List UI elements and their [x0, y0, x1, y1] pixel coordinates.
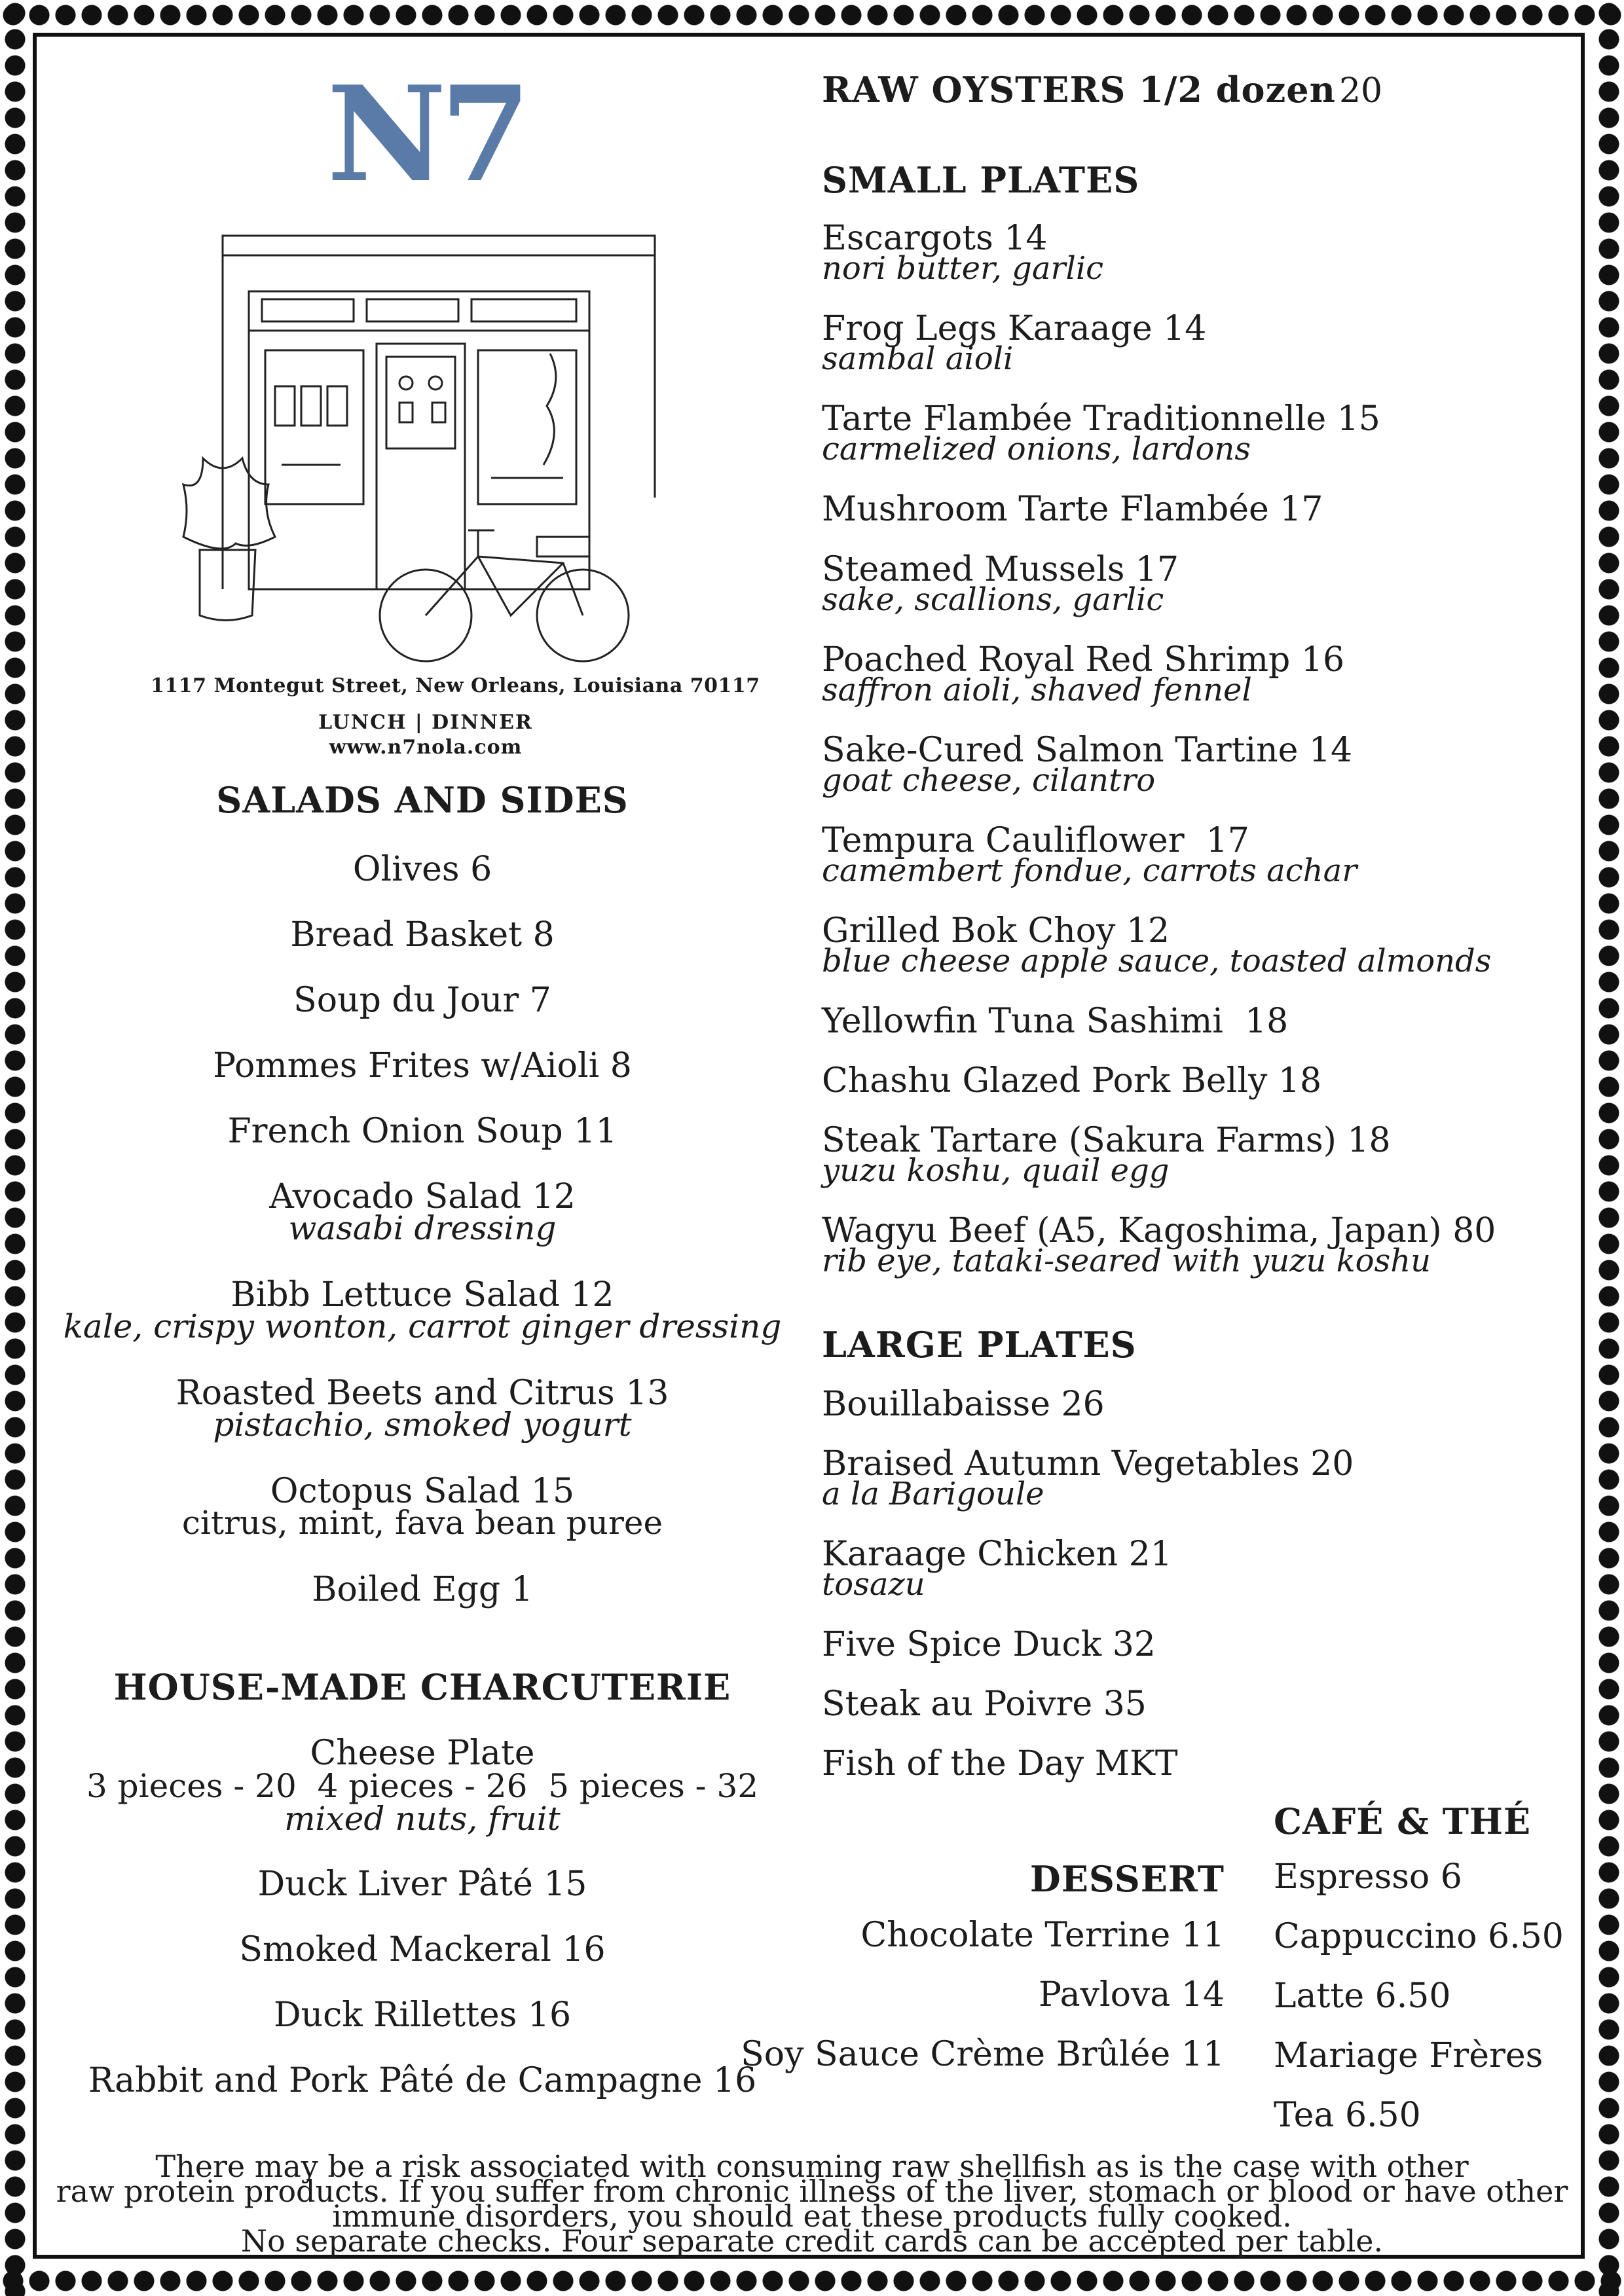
small-plate-item	[822, 731, 1353, 799]
service-hours: LUNCH | DINNER	[318, 711, 533, 734]
menu-item: Mushroom Tarte Flambée 17	[822, 490, 1323, 529]
menu-item-desc: carmelized onions, lardons	[822, 431, 1251, 467]
small-plate-item	[822, 640, 1345, 708]
small-plate-item	[822, 821, 1357, 889]
disclaimer-line: No separate checks. Four separate credit cards can be accepted per table.	[240, 2223, 1384, 2259]
menu-item-desc: sambal aioli	[822, 340, 1014, 377]
menu-item: Boiled Egg 1	[312, 1570, 533, 1609]
menu-item: Olives 6	[352, 850, 492, 889]
menu-item: Chashu Glazed Pork Belly 18	[822, 1061, 1322, 1101]
top-dotted-border	[0, 0, 1624, 30]
menu-item: Tarte Flambée Traditionnelle 15	[822, 399, 1380, 439]
cafe-item: Tea 6.50	[1274, 2096, 1421, 2135]
small-plate-item	[822, 1062, 1321, 1100]
menu-item-desc: rib eye, tataki-seared with yuzu koshu	[822, 1243, 1431, 1279]
menu-item-desc: sake, scallions, garlic	[822, 581, 1164, 618]
menu-item: Fish of the Day MKT	[822, 1744, 1178, 1783]
cafe-item: Cappuccino 6.50	[1274, 1917, 1564, 1956]
right-dotted-border	[1594, 0, 1624, 2296]
raw-oysters-line	[822, 69, 1382, 111]
charcuterie-heading: HOUSE-MADE CHARCUTERIE	[113, 1666, 731, 1708]
menu-item: Steak au Poivre 35	[822, 1685, 1147, 1724]
menu-item-desc: camembert fondue, carrots achar	[822, 852, 1357, 889]
dessert-item: Chocolate Terrine 11	[860, 1916, 1225, 1955]
small-plate-item	[822, 1211, 1496, 1279]
menu-item-desc: citrus, mint, fava bean puree	[181, 1504, 663, 1542]
large-plate-item	[822, 1685, 1147, 1723]
menu-item: Yellowfin Tuna Sashimi 18	[822, 1002, 1289, 1041]
small-plate-item	[822, 219, 1104, 287]
large-plate-item	[822, 1444, 1354, 1512]
disclaimer-line: raw protein products. If you suffer from chronic illness of the liver, stomach or blood or have other	[56, 2174, 1568, 2209]
large-plate-item	[822, 1626, 1156, 1664]
menu-item-desc: nori butter, garlic	[822, 250, 1104, 287]
menu-item: Soup du Jour 7	[293, 981, 551, 1020]
small-plate-item	[822, 309, 1207, 377]
menu-item: Bouillabaisse 26	[822, 1385, 1105, 1424]
cafe-heading: CAFÉ & THÉ	[1274, 1800, 1532, 1842]
menu-item: Bread Basket 8	[290, 915, 555, 955]
menu-item: Duck Liver Pâté 15	[257, 1865, 587, 1904]
menu-item-sizes: 3 pieces - 20 4 pieces - 26 5 pieces - 32	[86, 1767, 759, 1805]
menu-item: Tempura Cauliflower 17	[822, 821, 1249, 860]
menu-item: Wagyu Beef (A5, Kagoshima, Japan) 80	[822, 1211, 1496, 1250]
cafe-item: Mariage Frères	[1274, 2036, 1543, 2075]
salads-section	[59, 779, 786, 821]
menu-item-desc: tosazu	[822, 1566, 925, 1603]
menu-item-desc: a la Barigoule	[822, 1476, 1044, 1512]
menu-item: Escargots 14	[822, 219, 1048, 258]
menu-item: Grilled Bok Choy 12	[822, 911, 1170, 951]
dessert-item: Soy Sauce Crème Brûlée 11	[741, 2035, 1225, 2074]
menu-item: Duck Rillettes 16	[273, 1995, 572, 2035]
dessert-item: Pavlova 14	[1038, 1975, 1225, 2014]
small-plate-item	[822, 1121, 1391, 1189]
raw-oysters-price: 20	[1338, 71, 1383, 111]
menu-item: Rabbit and Pork Pâté de Campagne 16	[88, 2061, 757, 2100]
menu-item: Sake-Cured Salmon Tartine 14	[822, 731, 1353, 770]
large-plate-item	[822, 1535, 1172, 1603]
menu-item: Cheese Plate	[310, 1734, 535, 1773]
left-dotted-border	[0, 0, 30, 2296]
small-plate-item	[822, 1002, 1288, 1040]
menu-item: Karaage Chicken 21	[822, 1535, 1172, 1574]
menu-item-desc: goat cheese, cilantro	[822, 762, 1156, 799]
disclaimer-line: There may be a risk associated with consuming raw shellfish as is the case with other	[155, 2149, 1469, 2184]
menu-item: Steak Tartare (Sakura Farms) 18	[822, 1121, 1391, 1160]
salads-heading: SALADS AND SIDES	[216, 779, 629, 821]
logo-text: N7	[327, 72, 525, 196]
menu-item: Bibb Lettuce Salad 12	[231, 1275, 614, 1315]
menu-item: Steamed Mussels 17	[822, 550, 1179, 589]
footer-disclaimer	[46, 2149, 1578, 2259]
menu-item-desc: pistachio, smoked yogurt	[213, 1406, 632, 1444]
menu-item: Poached Royal Red Shrimp 16	[822, 640, 1345, 680]
small-plate-item	[822, 399, 1380, 467]
large-plate-item	[822, 1385, 1105, 1423]
menu-item: Frog Legs Karaage 14	[822, 309, 1207, 348]
menu-item-desc: yuzu koshu, quail egg	[822, 1152, 1170, 1189]
restaurant-address: 1117 Montegut Street, New Orleans, Louisiana 70117	[151, 674, 760, 697]
menu-item-desc: wasabi dressing	[288, 1209, 557, 1247]
disclaimer-line: immune disorders, you should eat these products fully cooked.	[332, 2198, 1292, 2234]
dessert-heading: DESSERT	[1029, 1858, 1225, 1900]
menu-item: Avocado Salad 12	[269, 1177, 576, 1216]
menu-item: Roasted Beets and Citrus 13	[175, 1374, 669, 1413]
website-link[interactable]: www.n7nola.com	[329, 736, 523, 759]
small-plate-item	[822, 550, 1179, 618]
menu-item: French Onion Soup 11	[227, 1112, 618, 1151]
storefront-illustration-icon	[170, 223, 668, 674]
menu-item: Pommes Frites w/Aioli 8	[213, 1046, 632, 1085]
large-plate-item	[822, 1745, 1178, 1783]
small-plate-item	[822, 911, 1492, 979]
menu-item-desc: mixed nuts, fruit	[284, 1800, 561, 1838]
n7-logo	[314, 72, 537, 196]
menu-item: Braised Autumn Vegetables 20	[822, 1444, 1354, 1484]
menu-item: Smoked Mackeral 16	[239, 1930, 606, 1969]
menu-item: Octopus Salad 15	[270, 1472, 575, 1511]
cafe-item: Latte 6.50	[1274, 1977, 1451, 2016]
menu-item-desc: blue cheese apple sauce, toasted almonds	[822, 943, 1492, 979]
bottom-dotted-border	[0, 2266, 1624, 2296]
large-plates-heading: LARGE PLATES	[822, 1324, 1137, 1366]
cafe-item: Espresso 6	[1274, 1857, 1462, 1897]
raw-oysters-heading: RAW OYSTERS 1/2 dozen	[822, 69, 1336, 111]
small-plate-item	[822, 490, 1323, 528]
menu-item-desc: kale, crispy wonton, carrot ginger dressing	[63, 1307, 782, 1345]
menu-item: Five Spice Duck 32	[822, 1625, 1156, 1664]
menu-item-desc: saffron aioli, shaved fennel	[822, 672, 1252, 708]
small-plates-heading: SMALL PLATES	[822, 159, 1140, 201]
